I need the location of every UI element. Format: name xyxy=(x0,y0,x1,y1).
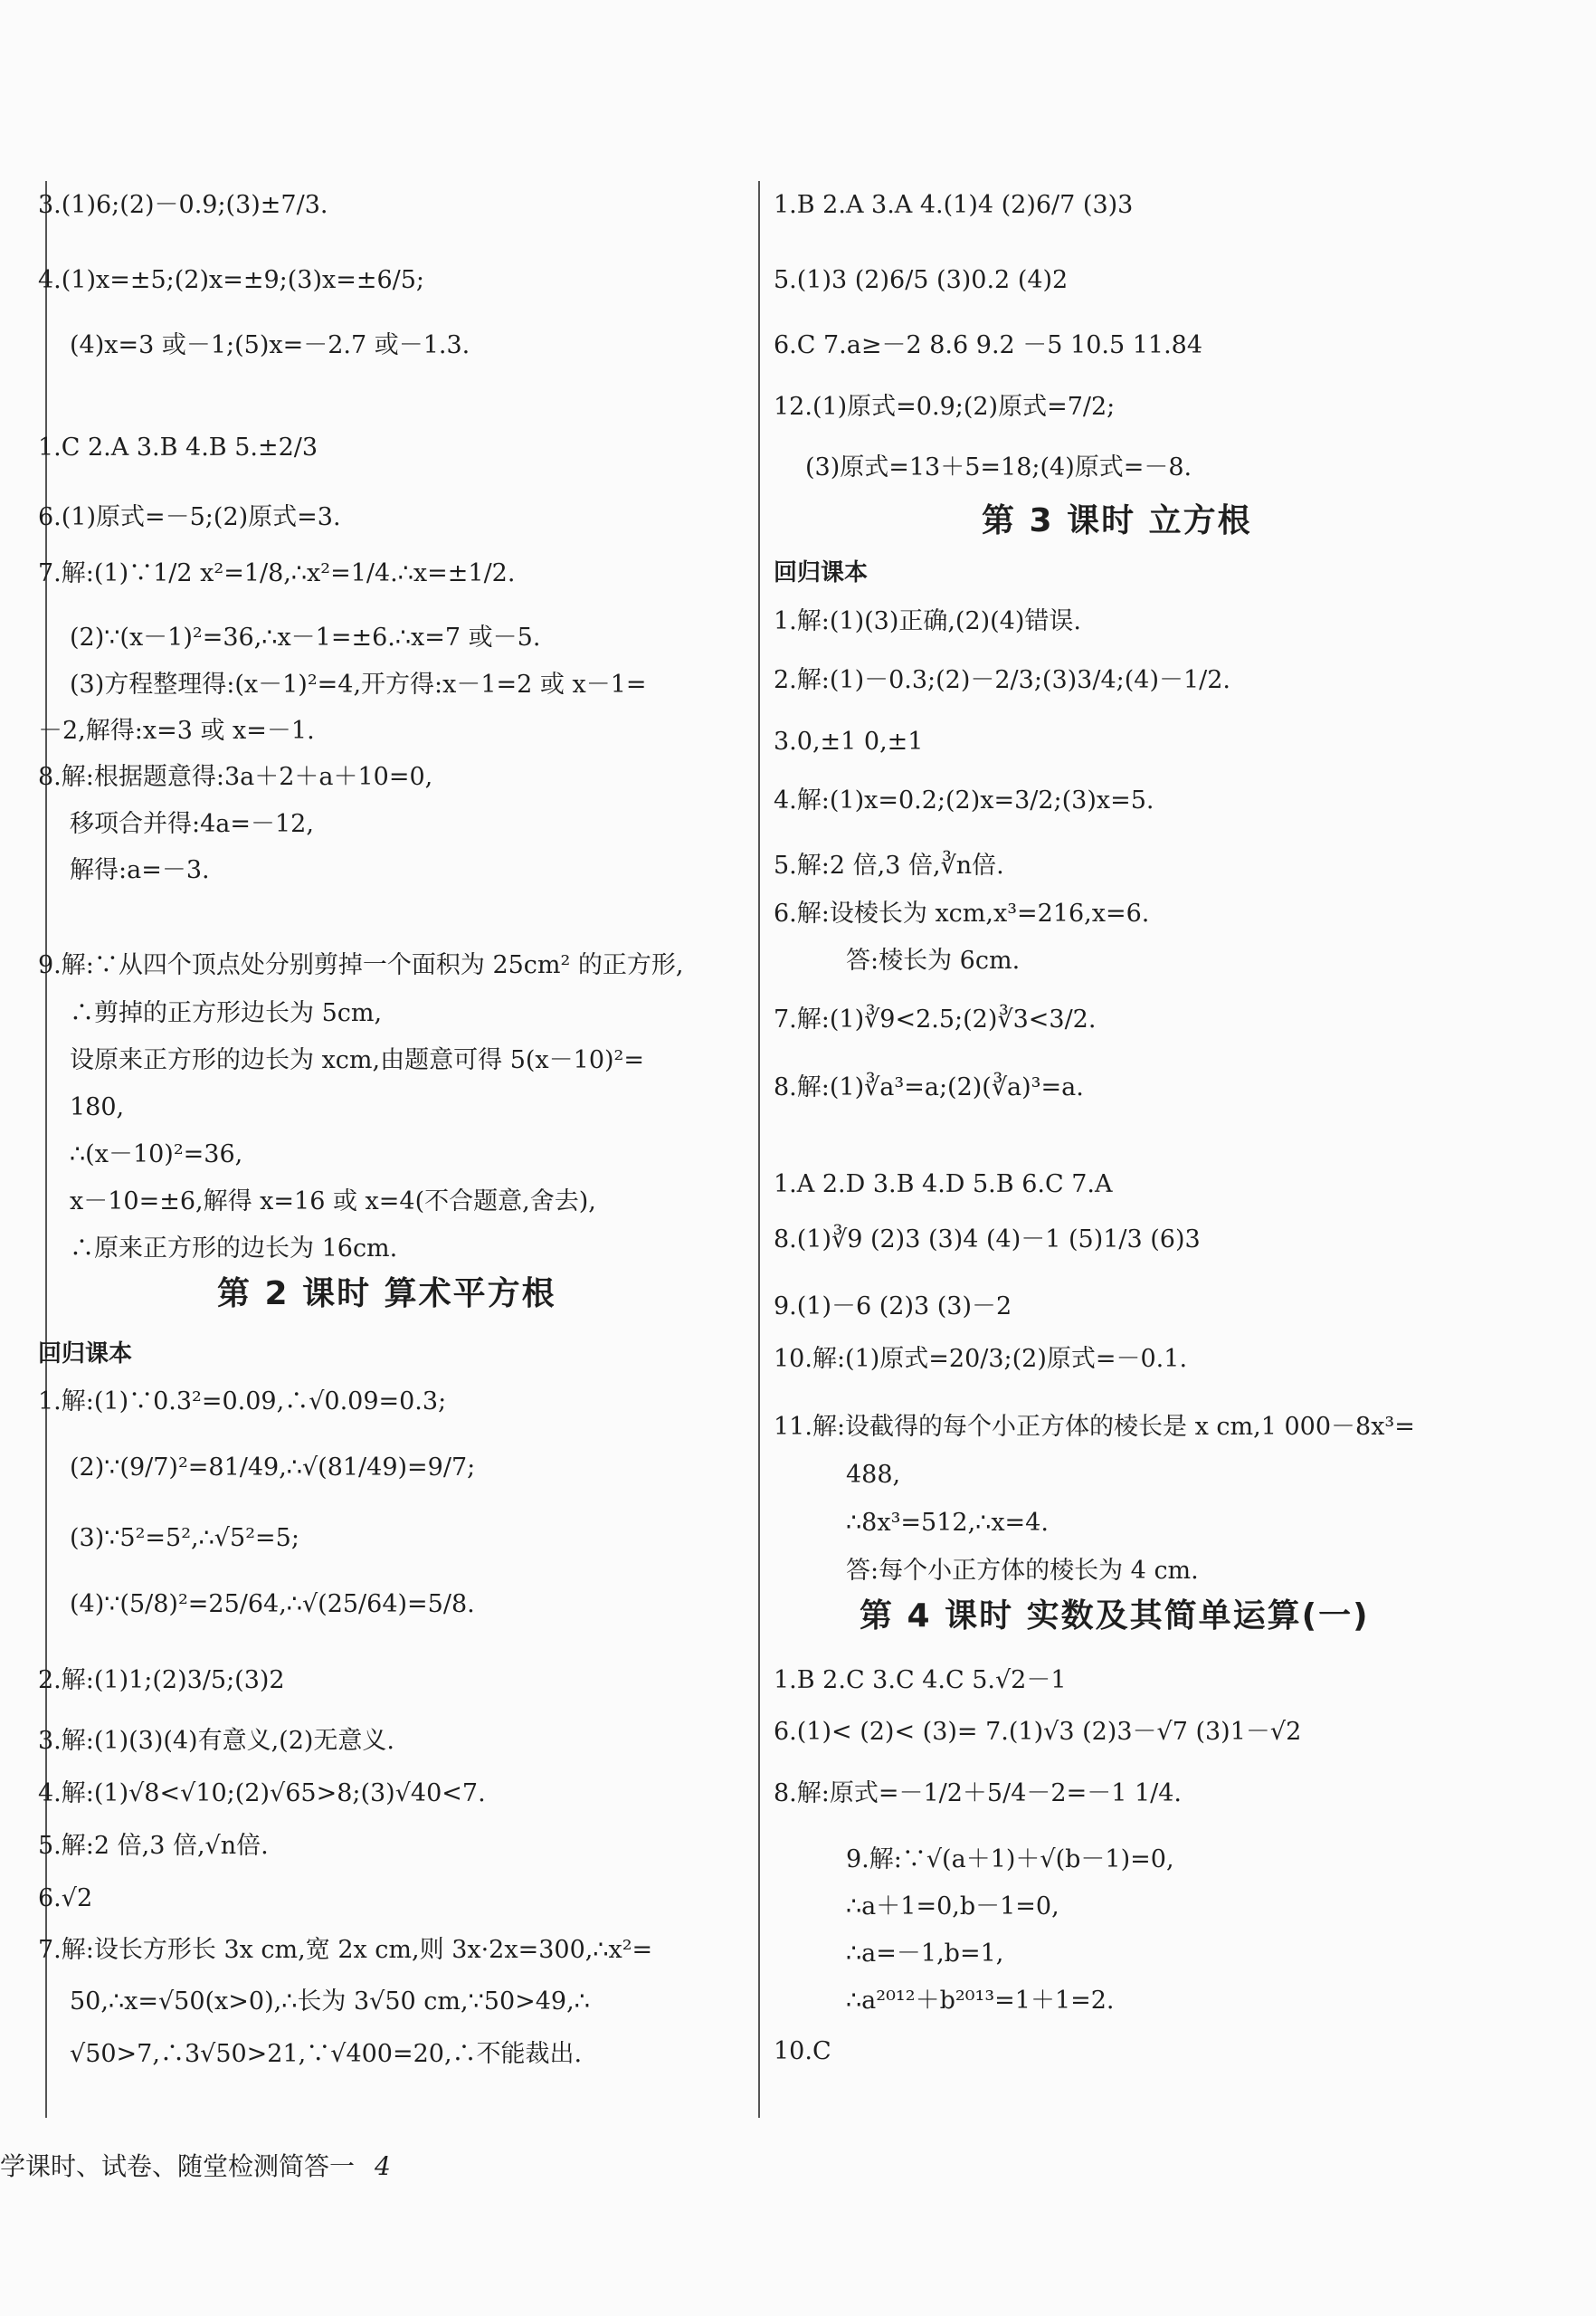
answer-line: 6.√2 xyxy=(38,1884,93,1912)
answer-line: 设原来正方形的边长为 xcm,由题意可得 5(x－10)²= xyxy=(70,1046,644,1074)
answer-line: x－10=±6,解得 x=16 或 x=4(不合题意,舍去), xyxy=(70,1187,596,1215)
answer-line: 答:每个小正方体的棱长为 4 cm. xyxy=(846,1557,1199,1585)
answer-line: ∴剪掉的正方形边长为 5cm, xyxy=(70,999,383,1027)
answer-line: ∴a²⁰¹²＋b²⁰¹³=1＋1=2. xyxy=(846,1987,1115,2015)
answer-line: 10.C xyxy=(774,2037,831,2065)
answer-line: 3.解:(1)(3)(4)有意义,(2)无意义. xyxy=(38,1727,395,1755)
answer-line: 6.(1)< (2)< (3)= 7.(1)√3 (2)3－√7 (3)1－√2 xyxy=(774,1718,1302,1746)
section-heading: 第 4 课时 实数及其简单运算(一) xyxy=(860,1597,1370,1635)
answer-line: 1.B 2.A 3.A 4.(1)4 (2)6/7 (3)3 xyxy=(774,191,1134,219)
answer-line: 8.解:(1)∛a³=a;(2)(∛a)³=a. xyxy=(774,1073,1084,1101)
answer-line: 2.解:(1)－0.3;(2)－2/3;(3)3/4;(4)－1/2. xyxy=(774,666,1231,694)
answer-line: ∴a＋1=0,b－1=0, xyxy=(846,1892,1059,1920)
answer-line: 180, xyxy=(70,1093,125,1121)
section-heading: 第 2 课时 算术平方根 xyxy=(217,1275,556,1312)
answer-line: (4)x=3 或－1;(5)x=－2.7 或－1.3. xyxy=(70,331,470,359)
answer-line: 1.解:(1)(3)正确,(2)(4)错误. xyxy=(774,607,1082,635)
answer-line: 4.(1)x=±5;(2)x=±9;(3)x=±6/5; xyxy=(38,266,425,294)
answer-line: 488, xyxy=(846,1461,901,1489)
answer-line: 6.C 7.a≥－2 8.6 9.2 －5 10.5 11.84 xyxy=(774,331,1203,359)
answer-line: ∴(x－10)²=36, xyxy=(70,1140,243,1168)
answer-line: 6.解:设棱长为 xcm,x³=216,x=6. xyxy=(774,900,1150,928)
answer-line: (4)∵(5/8)²=25/64,∴√(25/64)=5/8. xyxy=(70,1590,475,1618)
left-margin-rule xyxy=(45,181,47,2118)
page-footer xyxy=(0,2147,391,2183)
answer-line: (3)∵5²=5²,∴√5²=5; xyxy=(70,1524,299,1552)
answer-line: －2,解得:x=3 或 x=－1. xyxy=(38,717,315,745)
answer-line: 6.(1)原式=－5;(2)原式=3. xyxy=(38,503,341,531)
column-divider xyxy=(758,181,760,2118)
answer-line: ∴原来正方形的边长为 16cm. xyxy=(70,1234,398,1263)
subsection-label: 回归课本 xyxy=(774,559,869,586)
answer-line: 3.(1)6;(2)－0.9;(3)±7/3. xyxy=(38,191,328,219)
answer-line: 8.解:根据题意得:3a＋2＋a＋10=0, xyxy=(38,763,433,791)
answer-line: 8.(1)∛9 (2)3 (3)4 (4)－1 (5)1/3 (6)3 xyxy=(774,1225,1201,1253)
answer-line: 5.解:2 倍,3 倍,√n倍. xyxy=(38,1832,269,1860)
answer-line: 5.(1)3 (2)6/5 (3)0.2 (4)2 xyxy=(774,266,1069,294)
answer-line: 8.解:原式=－1/2＋5/4－2=－1 1/4. xyxy=(774,1779,1182,1807)
page-number: 4 xyxy=(375,2151,391,2181)
answer-line: 解得:a=－3. xyxy=(70,856,210,884)
answer-line: 1.解:(1)∵0.3²=0.09,∴√0.09=0.3; xyxy=(38,1387,447,1415)
answer-line: 5.解:2 倍,3 倍,∛n倍. xyxy=(774,852,1004,880)
footer-text: 学课时、试卷、随堂检测简答一 xyxy=(0,2151,356,2181)
answer-line: √50>7,∴3√50>21,∵√400=20,∴不能裁出. xyxy=(70,2040,583,2068)
answer-line: 10.解:(1)原式=20/3;(2)原式=－0.1. xyxy=(774,1345,1188,1373)
answer-line: (3)原式=13＋5=18;(4)原式=－8. xyxy=(805,453,1192,481)
subsection-label: 回归课本 xyxy=(38,1340,133,1368)
answer-line: 1.B 2.C 3.C 4.C 5.√2－1 xyxy=(774,1666,1067,1694)
section-heading: 第 3 课时 立方根 xyxy=(982,502,1252,539)
answer-line: 12.(1)原式=0.9;(2)原式=7/2; xyxy=(774,393,1116,421)
answer-line: 9.解:∵从四个顶点处分别剪掉一个面积为 25cm² 的正方形, xyxy=(38,951,684,979)
answer-line: 50,∴x=√50(x>0),∴长为 3√50 cm,∵50>49,∴ xyxy=(70,1987,590,2016)
answer-line: 9.(1)－6 (2)3 (3)－2 xyxy=(774,1292,1012,1320)
answer-line: 2.解:(1)1;(2)3/5;(3)2 xyxy=(38,1666,285,1694)
answer-line: 7.解:(1)∛9<2.5;(2)∛3<3/2. xyxy=(774,1006,1097,1034)
answer-line: (2)∵(9/7)²=81/49,∴√(81/49)=9/7; xyxy=(70,1453,476,1482)
answer-line: 移项合并得:4a=－12, xyxy=(70,810,314,838)
answer-line: (2)∵(x－1)²=36,∴x－1=±6.∴x=7 或－5. xyxy=(70,624,541,652)
answer-line: 4.解:(1)√8<√10;(2)√65>8;(3)√40<7. xyxy=(38,1779,486,1807)
answer-line: 4.解:(1)x=0.2;(2)x=3/2;(3)x=5. xyxy=(774,786,1154,815)
answer-line: 7.解:(1)∵1/2 x²=1/8,∴x²=1/4.∴x=±1/2. xyxy=(38,559,516,587)
answer-line: 1.C 2.A 3.B 4.B 5.±2/3 xyxy=(38,434,318,462)
answer-line: 7.解:设长方形长 3x cm,宽 2x cm,则 3x·2x=300,∴x²= xyxy=(38,1936,653,1964)
answer-line: 答:棱长为 6cm. xyxy=(846,947,1021,975)
answer-line: 3.0,±1 0,±1 xyxy=(774,728,924,756)
answer-line: 1.A 2.D 3.B 4.D 5.B 6.C 7.A xyxy=(774,1170,1113,1198)
answer-line: 9.解:∵√(a＋1)＋√(b－1)=0, xyxy=(846,1845,1174,1873)
answer-line: ∴8x³=512,∴x=4. xyxy=(846,1509,1049,1537)
answer-line: (3)方程整理得:(x－1)²=4,开方得:x－1=2 或 x－1= xyxy=(70,671,647,699)
answer-line: 11.解:设截得的每个小正方体的棱长是 x cm,1 000－8x³= xyxy=(774,1413,1415,1441)
answer-line: ∴a=－1,b=1, xyxy=(846,1940,1004,1968)
